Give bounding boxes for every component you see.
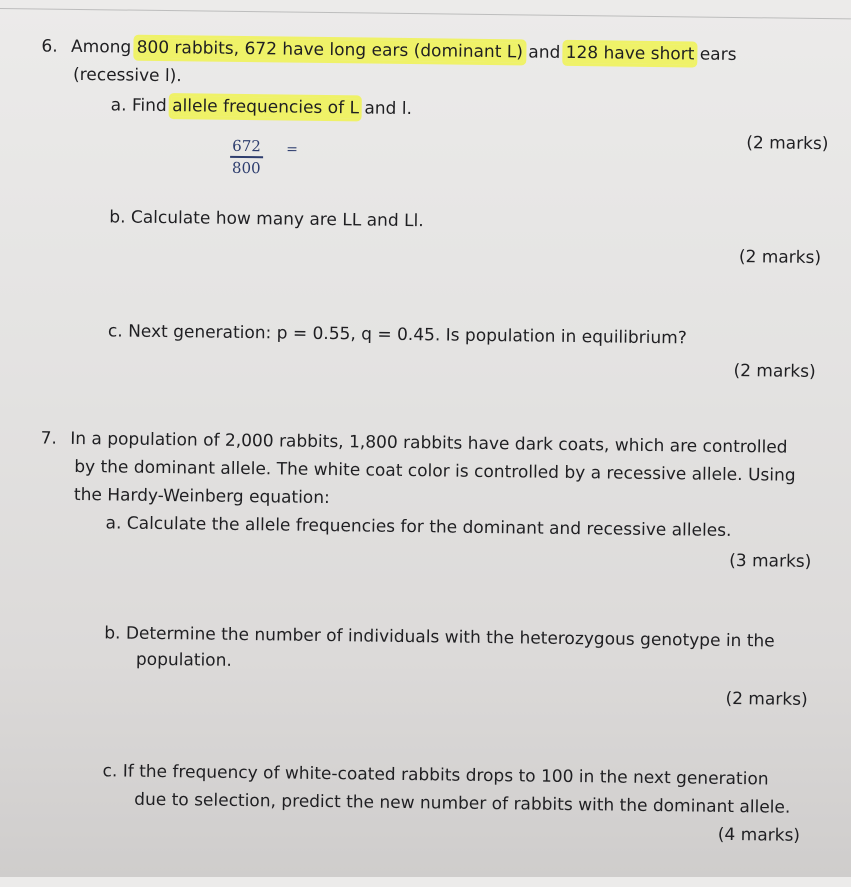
q7b-text-2: population.	[135, 649, 232, 671]
q6b-marks: (2 marks)	[738, 247, 822, 269]
q6a-letter: a.	[110, 95, 127, 116]
q7b-prompt	[104, 623, 775, 651]
q7a-letter: a.	[105, 513, 122, 534]
fraction-bar	[230, 156, 263, 158]
q6-text-mid: and	[522, 42, 566, 63]
q7a-marks: (3 marks)	[729, 550, 812, 572]
q7c-marks: (4 marks)	[717, 824, 801, 846]
q7-text-1: In a population of 2,000 rabbits, 1,800 rabbits have dark coats, which are controlled	[70, 428, 788, 458]
q6a-marks: (2 marks)	[746, 133, 829, 155]
q6b-letter: b.	[109, 207, 126, 228]
q6c-letter: c.	[107, 321, 123, 342]
q7-line-3: the Hardy-Weinberg equation:	[73, 484, 330, 509]
handwritten-numerator: 672	[232, 136, 261, 156]
q6a-prompt	[111, 95, 412, 119]
q7c-letter: c.	[102, 761, 118, 782]
q6a-text-pre: Find	[131, 95, 173, 117]
q7c-text-1: If the frequency of white-coated rabbits drops to 100 in the next generation	[122, 761, 769, 790]
q7a-prompt	[105, 513, 731, 541]
q6-number: 6.	[41, 36, 58, 57]
q6a-text-post: and l.	[358, 98, 413, 120]
q7a-text: Calculate the allele frequencies for the dominant and recessive alleles.	[126, 513, 732, 541]
q7b-letter: b.	[104, 623, 121, 644]
q6a-highlight: allele frequencies of L	[172, 96, 360, 119]
q6b-text: Calculate how many are LL and Ll.	[130, 207, 424, 232]
q6-line-1	[41, 37, 736, 65]
q7b-text-1: Determine the number of individuals with the heterozygous genotype in the	[125, 623, 775, 652]
handwritten-denominator: 800	[231, 158, 261, 178]
q6-highlight-1: 800 rabbits, 672 have long ears (dominant L)	[136, 37, 524, 63]
q7b-marks: (2 marks)	[725, 688, 808, 710]
handwritten-fraction	[230, 137, 263, 177]
q6-highlight-2: 128 have short	[565, 42, 695, 65]
handwritten-equals: =	[286, 141, 299, 158]
q7-number: 7.	[40, 428, 58, 449]
q7-line-2: by the dominant allele. The white coat color is controlled by a recessive allele. Using	[74, 456, 796, 486]
q6-text-post: ears	[694, 44, 737, 66]
q6c-text: Next generation: p = 0.55, q = 0.45. Is population in equilibrium?	[128, 321, 687, 349]
q6-line-2: (recessive l).	[72, 64, 182, 87]
q7c-prompt	[102, 761, 768, 789]
q7-line-1	[41, 429, 788, 458]
q7c-text-2: due to selection, predict the new number of rabbits with the dominant allele.	[134, 789, 791, 818]
page-top-rule	[0, 8, 851, 19]
q6c-prompt	[108, 321, 687, 348]
q6c-marks: (2 marks)	[733, 360, 816, 382]
q6b-prompt	[109, 207, 424, 231]
q6-text-pre: Among	[70, 36, 137, 58]
